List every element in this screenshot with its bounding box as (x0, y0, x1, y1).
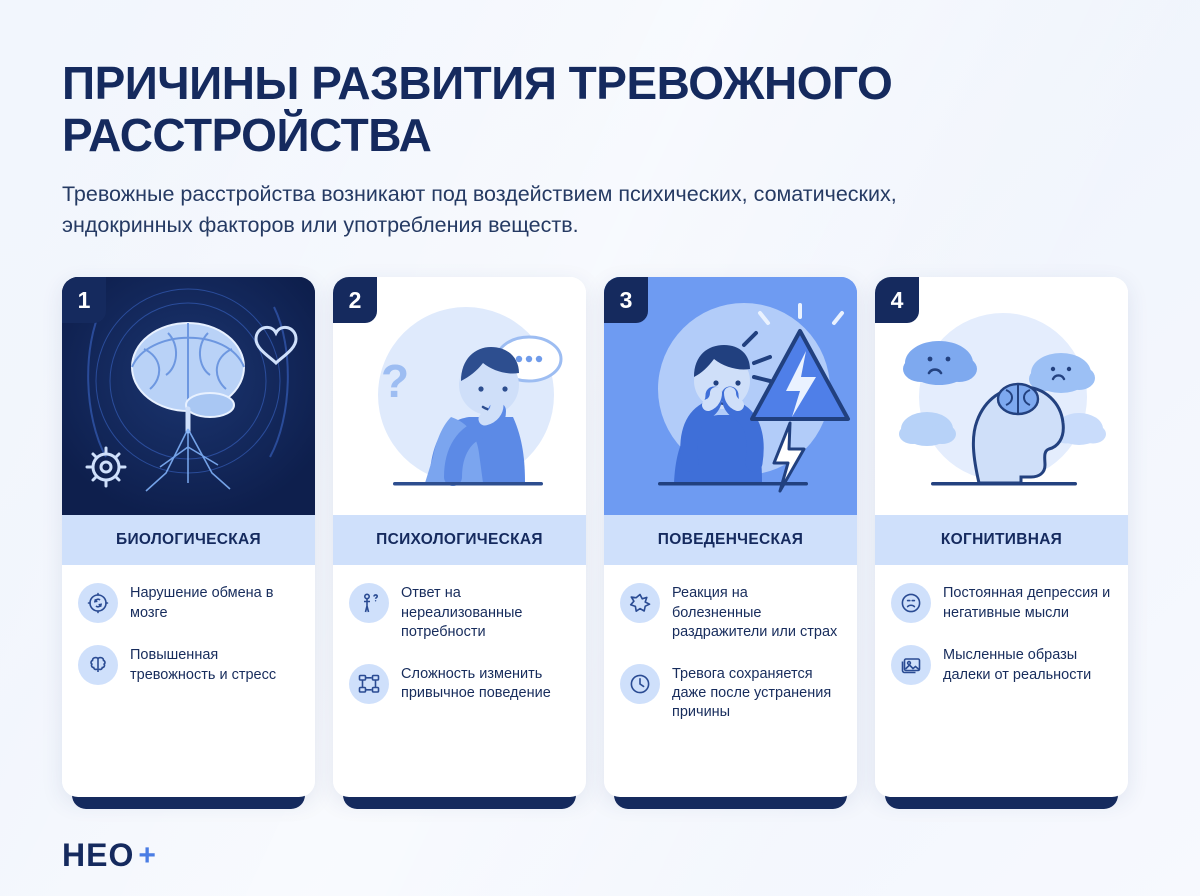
card-category-label: ПСИХОЛОГИЧЕСКАЯ (333, 515, 586, 565)
page-subtitle: Тревожные расстройства возникают под воздействием психических, соматических, эндокринных факторов или употребления веществ. (62, 182, 897, 238)
list-item (891, 645, 1112, 685)
flowchart-icon (349, 664, 389, 704)
card-illustration-thinking-person (333, 277, 586, 515)
point-text: Нарушение обмена в мозге (130, 585, 274, 621)
point-text: Мысленные образы далеки от реальности (943, 647, 1092, 683)
list-item (78, 645, 299, 685)
point-text: Постоянная депрессия и негативные мысли (943, 585, 1111, 621)
list-item (620, 583, 841, 641)
images-icon (891, 645, 931, 685)
card-number-badge: 4 (875, 277, 919, 323)
card-psychological (333, 277, 586, 797)
card-cognitive (875, 277, 1128, 797)
card-number-badge: 3 (604, 277, 648, 323)
card-behavioral (604, 277, 857, 797)
card-category-label: ПОВЕДЕНЧЕСКАЯ (604, 515, 857, 565)
person-question-icon (349, 583, 389, 623)
card-illustration-head-thought-clouds (875, 277, 1128, 515)
card-illustration-startled-person (604, 277, 857, 515)
logo-text: НЕО (62, 837, 135, 873)
clock-icon (620, 664, 660, 704)
card-illustration-brain (62, 277, 315, 515)
card-points (875, 565, 1128, 797)
list-item (620, 664, 841, 722)
sad-face-icon (891, 583, 931, 623)
point-text: Тревога сохраняется даже после устранения причины (672, 665, 832, 720)
cards-row (62, 277, 1138, 797)
card-points (62, 565, 315, 797)
card-number-badge: 1 (62, 277, 106, 323)
list-item (349, 583, 570, 641)
card-category-label: КОГНИТИВНАЯ (875, 515, 1128, 565)
svg-text:?: ? (381, 355, 410, 408)
point-text: Реакция на болезненные раздражители или страх (672, 585, 838, 640)
question-mark-icon (381, 355, 409, 407)
card-points (604, 565, 857, 797)
card-number-badge: 2 (333, 277, 377, 323)
list-item (891, 583, 1112, 623)
brain-icon (78, 645, 118, 685)
list-item (78, 583, 299, 623)
brand-logo (62, 837, 156, 874)
list-item (349, 664, 570, 704)
card-biological (62, 277, 315, 797)
logo-plus: + (138, 838, 156, 872)
page-title: ПРИЧИНЫ РАЗВИТИЯ ТРЕВОЖНОГО РАССТРОЙСТВА (62, 57, 893, 161)
burst-icon (620, 583, 660, 623)
card-category-label: БИОЛОГИЧЕСКАЯ (62, 515, 315, 565)
card-points (333, 565, 586, 797)
gear-recycle-icon (78, 583, 118, 623)
point-text: Сложность изменить привычное поведение (401, 665, 551, 701)
point-text: Повышенная тревожность и стресс (130, 647, 277, 683)
point-text: Ответ на нереализованные потребности (401, 585, 523, 640)
